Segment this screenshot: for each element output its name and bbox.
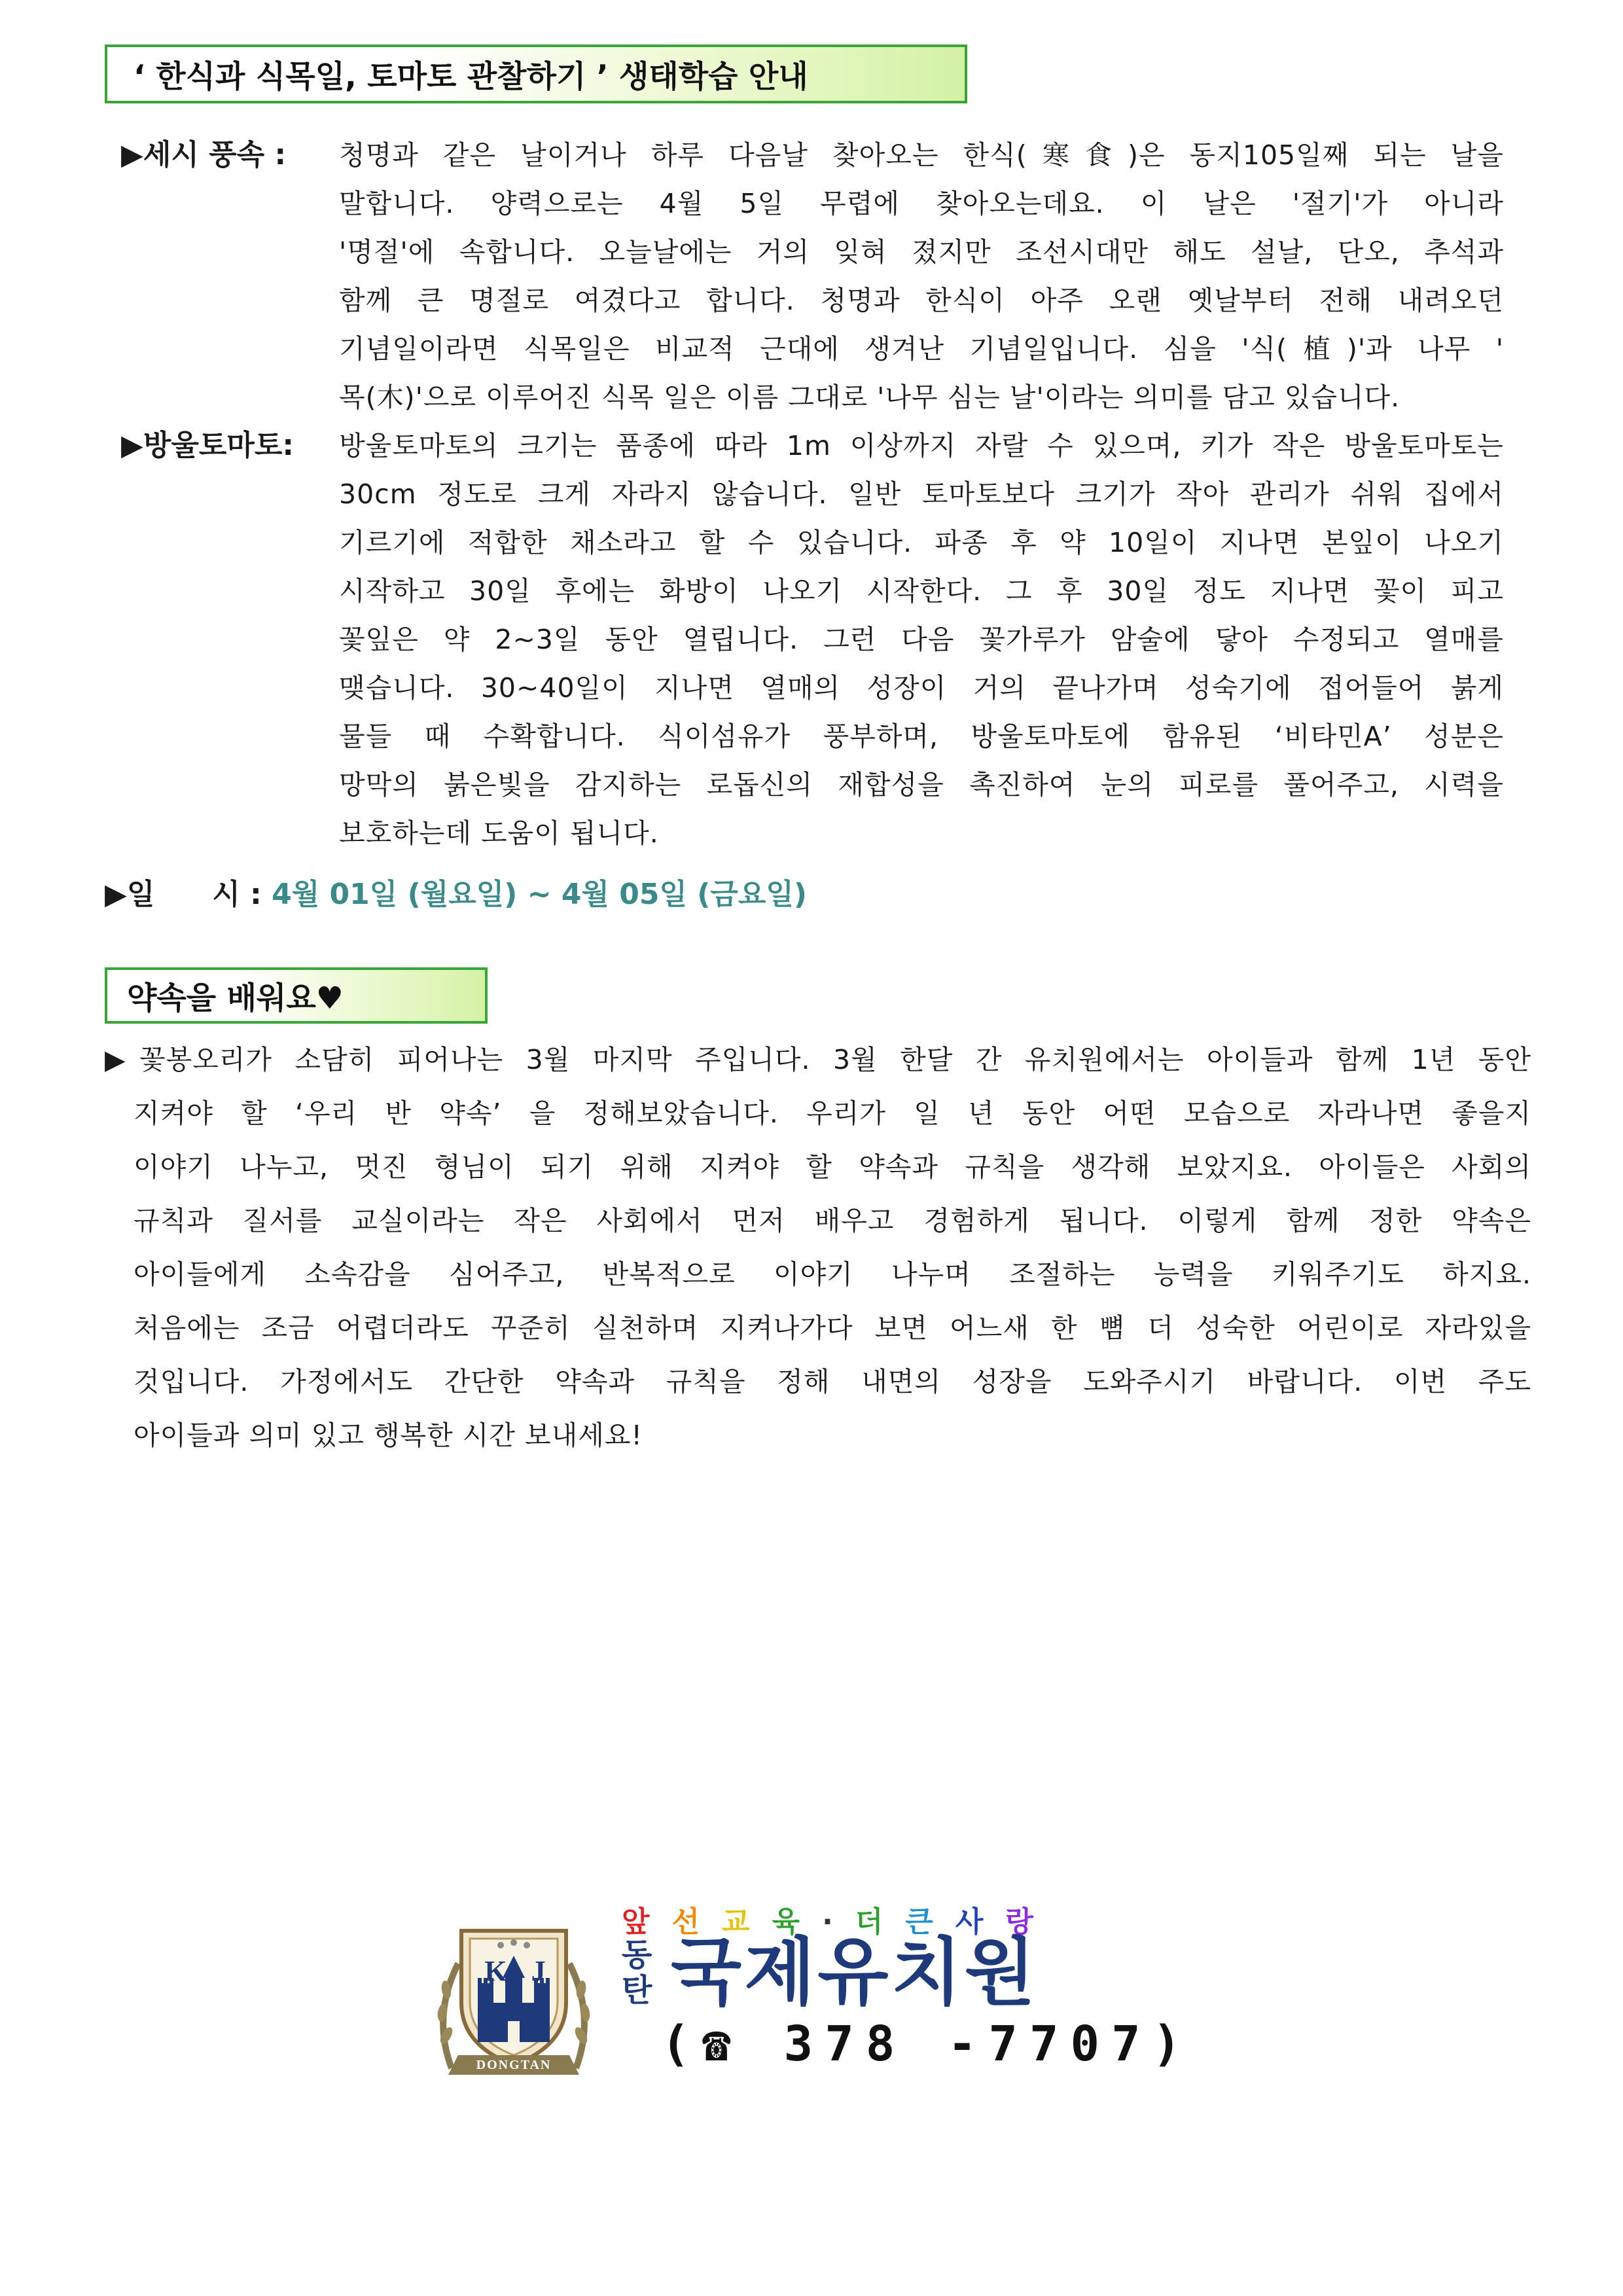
emblem-letters: K J (484, 1955, 546, 1987)
paragraph-line: 이야기 나누고, 멋진 형님이 되기 위해 지켜야 할 약속과 규칙을 생각해 보았지요. 아이들은 사회의 (134, 1151, 1531, 1183)
region-char-2: 탄 (622, 1972, 652, 2009)
paragraph-line: 물들 때 수확합니다. 식이섬유가 풍부하며, 방울토마토에 함유된 ‘비타민A’ 성분은 (339, 721, 1504, 752)
paragraph-line: 기념일이라면 식목일은 비교적 근대에 생겨난 기념일입니다. 심을 '식(植)'과 나무 ' (339, 333, 1504, 365)
region-name (622, 1937, 652, 2008)
custom-paragraph (339, 131, 1504, 422)
paragraph-line: 목(木)'으로 이루어진 식목 일은 이름 그대로 '나무 심는 날'이라는 의미를 담고 있습니다. (339, 382, 1400, 413)
section-title-promises (105, 967, 488, 1024)
slogan-char: 더 (855, 1905, 906, 1939)
slogan-char: 사 (955, 1905, 1006, 1939)
tomato-paragraph (339, 422, 1504, 857)
schedule (105, 870, 807, 919)
kindergarten-name: 국제유치원 (671, 1930, 1038, 2015)
section-title-text: 약속을 배워요♥ (127, 980, 344, 1016)
section-title-eco-learning (105, 45, 967, 103)
paragraph-line: 청명과 같은 날이거나 하루 다음날 찾아오는 한식(寒食)은 동지105일째 되는 날을 (339, 139, 1504, 171)
phone-number: (☎ 378 -7707) (661, 2016, 1194, 2072)
paragraph-line: ▶꽃봉오리가 소담히 피어나는 3월 마지막 주입니다. 3월 한달 간 유치원에서는 아이들과 함께 1년 동안 (105, 1044, 1531, 1075)
paragraph-line: 시작하고 30일 후에는 화방이 나오기 시작한다. 그 후 30일 정도 지나면 꽃이 피고 (339, 575, 1504, 607)
schedule-label: ▶일 시 : (105, 878, 262, 911)
emblem-ribbon-text: DONGTAN (476, 2058, 552, 2072)
paragraph-line: 기르기에 적합한 채소라고 할 수 있습니다. 파종 후 약 10일이 지나면 본잎이 나오기 (339, 527, 1504, 558)
paragraph-line: 아이들과 의미 있고 행복한 시간 보내세요! (134, 1420, 643, 1451)
slogan-char: 랑 (1005, 1905, 1056, 1939)
paragraph-line: '명절'에 속합니다. 오늘날에는 거의 잊혀 졌지만 조선시대만 해도 설날, 단오, 추석과 (339, 236, 1504, 268)
paragraph-line: 말합니다. 양력으로는 4월 5일 무렵에 찾아오는데요. 이 날은 '절기'가 아니라 (339, 188, 1504, 219)
paragraph-line: 함께 큰 명절로 여겼다고 합니다. 청명과 한식이 아주 오랜 옛날부터 전해 내려오던 (339, 285, 1504, 316)
paragraph-line: 꽃잎은 약 2~3일 동안 열립니다. 그런 다음 꽃가루가 암술에 닿아 수정되고 열매를 (339, 624, 1504, 655)
paragraph-line: 규칙과 질서를 교실이라는 작은 사회에서 먼저 배우고 경험하게 됩니다. 이렇게 함께 정한 약속은 (134, 1205, 1531, 1236)
slogan-char: · (822, 1905, 855, 1939)
custom-label: ▶세시 풍속 : (121, 138, 287, 171)
promise-paragraph (105, 1033, 1531, 1462)
slogan-char: 앞 (622, 1905, 672, 1939)
slogan-char: 선 (671, 1905, 722, 1939)
paragraph-line: 30cm 정도로 크게 자라지 않습니다. 일반 토마토보다 크기가 작아 관리가 쉬워 집에서 (339, 478, 1504, 510)
paragraph-line: 것입니다. 가정에서도 간단한 약속과 규칙을 정해 내면의 성장을 도와주시기 바랍니다. 이번 주도 (134, 1366, 1531, 1397)
region-char-1: 동 (622, 1937, 652, 1973)
paragraph-line: 맺습니다. 30~40일이 지나면 열매의 성장이 거의 끝나가며 성숙기에 접어들어 붉게 (339, 672, 1504, 704)
slogan-char: 큰 (905, 1905, 955, 1939)
paragraph-line: 망막의 붉은빛을 감지하는 로돕신의 재합성을 촉진하여 눈의 피로를 풀어주고, 시력을 (339, 769, 1504, 800)
kindergarten-logo (432, 1898, 1194, 2094)
paragraph-line: 방울토마토의 크기는 품종에 따라 1m 이상까지 자랄 수 있으며, 키가 작은 방울토마토는 (339, 430, 1504, 461)
slogan-char: 육 (772, 1905, 823, 1939)
schedule-date: 4월 01일 (월요일) ~ 4월 05일 (금요일) (272, 878, 808, 911)
emblem-icon (432, 1905, 596, 2081)
paragraph-line: 지켜야 할 ‘우리 반 약속’ 을 정해보았습니다. 우리가 일 년 동안 어떤 모습으로 자라나면 좋을지 (134, 1098, 1531, 1129)
paragraph-line: 아이들에게 소속감을 심어주고, 반복적으로 이야기 나누며 조절하는 능력을 키워주기도 하지요. (134, 1259, 1531, 1290)
paragraph-line: 처음에는 조금 어렵더라도 꾸준히 실천하며 지켜나가다 보면 어느새 한 뼘 더 성숙한 어린이로 자라있을 (134, 1312, 1531, 1344)
slogan-char: 교 (722, 1905, 772, 1939)
paragraph-line: 보호하는데 도움이 됩니다. (339, 817, 659, 849)
tomato-label: ▶방울토마토: (121, 429, 294, 462)
section-title-text: ‘ 한식과 식목일, 토마토 관찰하기 ’ 생태학습 안내 (134, 58, 808, 95)
